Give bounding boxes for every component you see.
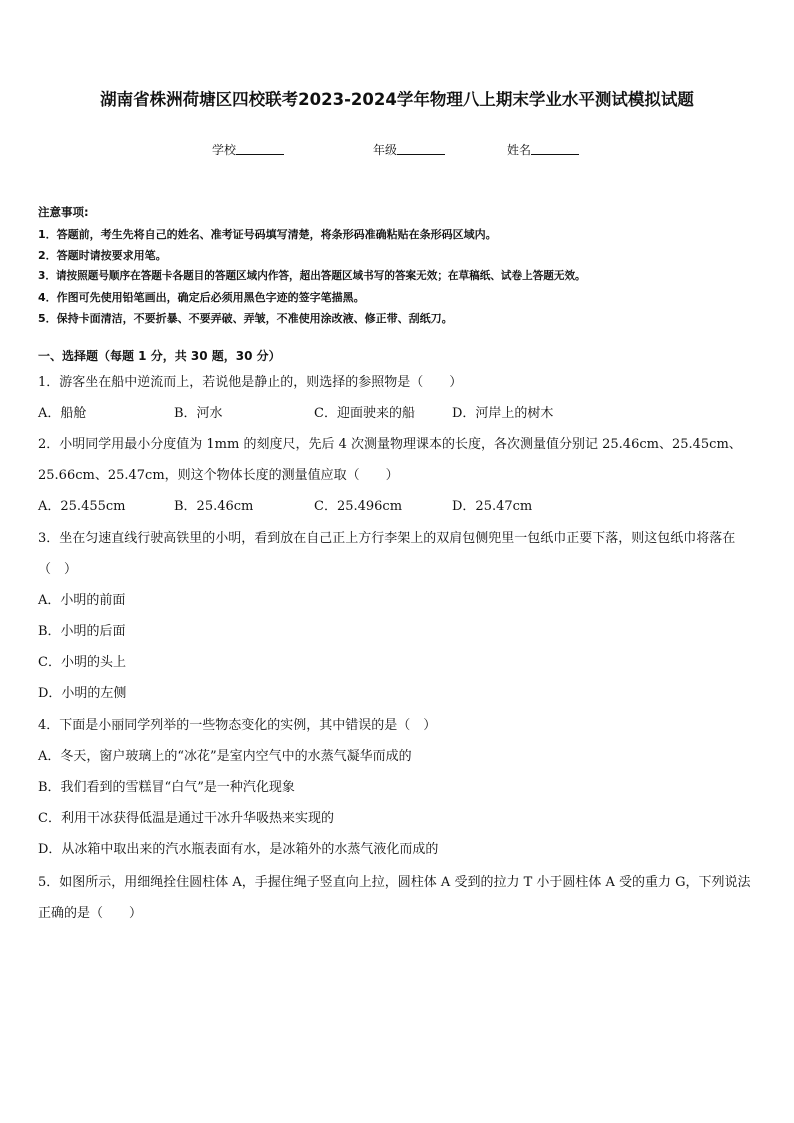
option-b[interactable]: B．25.46cm (174, 499, 254, 514)
grade-blank[interactable] (397, 142, 445, 155)
exam-title: 湖南省株洲荷塘区四校联考2023-2024学年物理八上期末学业水平测试模拟试题 (100, 90, 694, 109)
note-item: 2．答题时请按要求用笔。 (38, 249, 167, 262)
section-heading: 一、选择题（每题 1 分，共 30 题，30 分） (38, 349, 281, 363)
question-5-stem: 5．如图所示，用细绳拴住圆柱体 A，手握住绳子竖直向上拉，圆柱体 A 受到的拉力 T 小于圆柱体 A 受的重力 G，下列说法正确的是（ ） (38, 875, 751, 921)
name-label: 姓名 (507, 143, 532, 157)
question-3-stem: 3．坐在匀速直线行驶高铁里的小明，看到放在自己正上方行李架上的双肩包侧兜里一包纸巾正要下落，则这包纸巾将落在（ ） (38, 531, 736, 577)
option-c[interactable]: C．利用干冰获得低温是通过干冰升华吸热来实现的 (38, 811, 334, 826)
notes-list (38, 224, 768, 329)
school-label: 学校 (212, 143, 237, 157)
option-c[interactable]: C．25.496cm (314, 499, 403, 514)
school-blank[interactable] (236, 142, 284, 155)
note-item: 4．作图可先使用铅笔画出，确定后必须用黑色字迹的签字笔描黑。 (38, 291, 365, 304)
option-c[interactable]: C．迎面驶来的船 (314, 406, 415, 421)
option-b[interactable]: B．我们看到的雪糕冒“白气”是一种汽化现象 (38, 780, 295, 795)
option-a[interactable]: A．25.455cm (38, 499, 126, 514)
note-item: 1．答题前，考生先将自己的姓名、准考证号码填写清楚，将条形码准确粘贴在条形码区域内。 (38, 228, 497, 241)
option-d[interactable]: D．从冰箱中取出来的汽水瓶表面有水，是冰箱外的水蒸气液化而成的 (38, 842, 439, 857)
option-a[interactable]: A．小明的前面 (38, 593, 126, 608)
notes-heading: 注意事项: (38, 205, 89, 219)
option-d[interactable]: D．25.47cm (452, 499, 533, 514)
note-item: 3．请按照题号顺序在答题卡各题目的答题区域内作答，超出答题区域书写的答案无效；在草稿纸、试卷上答题无效。 (38, 270, 586, 282)
option-b[interactable]: B．小明的后面 (38, 624, 126, 639)
option-d[interactable]: D．河岸上的树木 (452, 406, 554, 421)
school-field (212, 141, 284, 158)
question-2-stem: 2．小明同学用最小分度值为 1mm 的刻度尺，先后 4 次测量物理课本的长度，各次测量值分别记 25.46cm、25.45cm、25.66cm、25.47cm，则这个物体长度的测量值应取（ ） (38, 437, 742, 483)
option-c[interactable]: C．小明的头上 (38, 655, 126, 670)
student-info-row (0, 141, 794, 161)
question-1-stem: 1．游客坐在船中逆流而上，若说他是静止的，则选择的参照物是（ ） (38, 375, 463, 390)
name-field (507, 141, 579, 158)
question-2-options (38, 491, 760, 522)
option-a[interactable]: A．冬天，窗户玻璃上的“冰花”是室内空气中的水蒸气凝华而成的 (38, 749, 412, 764)
question-4-stem: 4．下面是小丽同学列举的一些物态变化的实例，其中错误的是（ ） (38, 718, 437, 733)
name-blank[interactable] (531, 142, 579, 155)
grade-field (373, 141, 445, 158)
option-b[interactable]: B．河水 (174, 406, 223, 421)
option-a[interactable]: A．船舱 (38, 406, 87, 421)
grade-label: 年级 (373, 143, 398, 157)
question-1-options (38, 398, 760, 429)
option-d[interactable]: D．小明的左侧 (38, 686, 127, 701)
note-item: 5．保持卡面清洁，不要折暴、不要弄破、弄皱，不准使用涂改液、修正带、刮纸刀。 (38, 312, 453, 325)
